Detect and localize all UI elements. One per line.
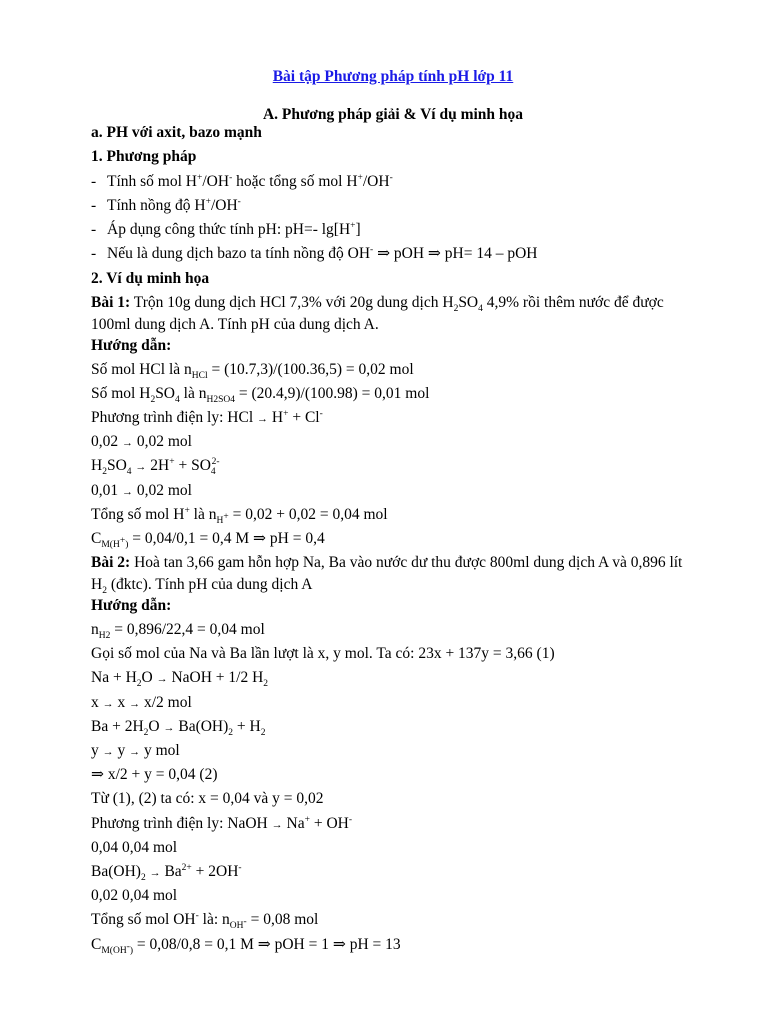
solution-line: $Na + H_2O$ → NaOH + 1/2 $H_2$ (91, 669, 269, 690)
solution-line: x → x → x/2 mol (91, 694, 192, 711)
bullet-item: - Áp dụng công thức tính pH: pH=- lg[H+] (91, 220, 361, 238)
solution-line: Từ (1), (2) ta có: x = 0,04 và y = 0,02 (91, 790, 324, 807)
solution-line: Số mol HCl là $n_{HCl} = (10.7,3)/(100.36,5) = 0,02$ mol (91, 361, 414, 382)
solution-line: Gọi số mol của Na và Ba lần lượt là x, y mol. Ta có: 23x + 137y = 3,66 (1) (91, 645, 555, 662)
solution-line: Tổng số mol OH- là: $n_{OH^-} = 0,08$ mol (91, 910, 319, 932)
example-heading: 2. Ví dụ minh họa (91, 270, 210, 287)
solution-line: Số mol $H_2SO_4$ là $n_{H2SO4} = (20.4,9)/(100.98) = 0,01$ mol (91, 385, 430, 406)
bullet-item: - Nếu là dung dịch bazo ta tính nồng độ OH- ⇒ pOH ⇒ pH= 14 – pOH (91, 244, 538, 262)
arrow-icon: → (135, 461, 147, 473)
method-heading: 1. Phương pháp (91, 148, 197, 165)
arrow-icon: → (271, 819, 283, 831)
bullet-item: - Tính số mol H+/OH- hoặc tổng số mol H+/OH- (91, 172, 393, 190)
guide-heading: Hướng dẫn: (91, 597, 172, 614)
solution-line: Phương trình điện ly: NaOH → Na+ + OH- (91, 814, 353, 832)
exercise-1-statement: Bài 1: Trộn 10g dung dịch HCl 7,3% với 20g dung dịch $H_2SO_4$ 4,9% rồi thêm nước để được 100ml dung dịch A. Tính pH của dung dịch A. (91, 294, 664, 333)
arrow-icon: → (129, 746, 141, 758)
solution-line: 0,02 0,04 mol (91, 887, 178, 904)
solution-line: 0,01 → 0,02 mol (91, 482, 192, 499)
solution-line: ⇒ x/2 + y = 0,04 (2) (91, 766, 218, 783)
solution-line: $n_{H2} = 0,896/22,4 = 0,04$ mol (91, 621, 265, 642)
arrow-icon: → (129, 698, 141, 710)
arrow-icon: → (102, 746, 114, 758)
section-heading: A. Phương pháp giải & Ví dụ minh họa (262, 106, 524, 123)
solution-line: 0,04 0,04 mol (91, 839, 178, 856)
solution-line: 0,02 → 0,02 mol (91, 433, 192, 450)
solution-line: $C_{M(OH^-)} = 0,08/0,8 = 0,1$ M ⇒ pOH = 1 ⇒ pH = 13 (91, 936, 401, 957)
solution-line: $Ba + 2H_2O \to Ba(OH)_2 + H_2$ (91, 718, 266, 739)
guide-heading: Hướng dẫn: (91, 337, 172, 354)
solution-line: Phương trình điện ly: HCl → H+ + Cl- (91, 408, 323, 426)
arrow-icon: → (156, 673, 168, 685)
arrow-icon: → (122, 486, 133, 498)
solution-line: Tổng số mol H+ là $n_{H^+} = 0,02 + 0,02 = 0,04$ mol (91, 505, 388, 527)
solution-line: y → y → y mol (91, 742, 180, 759)
arrow-icon: → (149, 867, 161, 879)
solution-line: $Ba(OH)_2 \to Ba^{2+} + 2OH^-$ (91, 862, 242, 884)
exercise-2-statement: Bài 2: Hoà tan 3,66 gam hỗn hợp Na, Ba vào nước dư thu được 800ml dung dịch A và 0,896 lít $H_2$ (đktc). Tính pH của dung dịch A (91, 554, 683, 597)
solution-line: $C_{M(H^+)} = 0,04/0,1 = 0,4$ M ⇒ pH = 0,4 (91, 530, 325, 551)
subsection-heading: a. PH với axit, bazo mạnh (91, 124, 262, 141)
arrow-icon: → (102, 698, 114, 710)
arrow-icon: → (257, 413, 269, 425)
arrow-icon: → (122, 437, 133, 449)
document-title[interactable]: Bài tập Phương pháp tính pH lớp 11 (272, 68, 514, 85)
solution-line: $H_2SO_4 \to 2H^+ + SO_4^{2-}$ (91, 456, 220, 478)
arrow-icon: → (163, 722, 175, 734)
bullet-item: - Tính nồng độ H+/OH- (91, 196, 241, 214)
